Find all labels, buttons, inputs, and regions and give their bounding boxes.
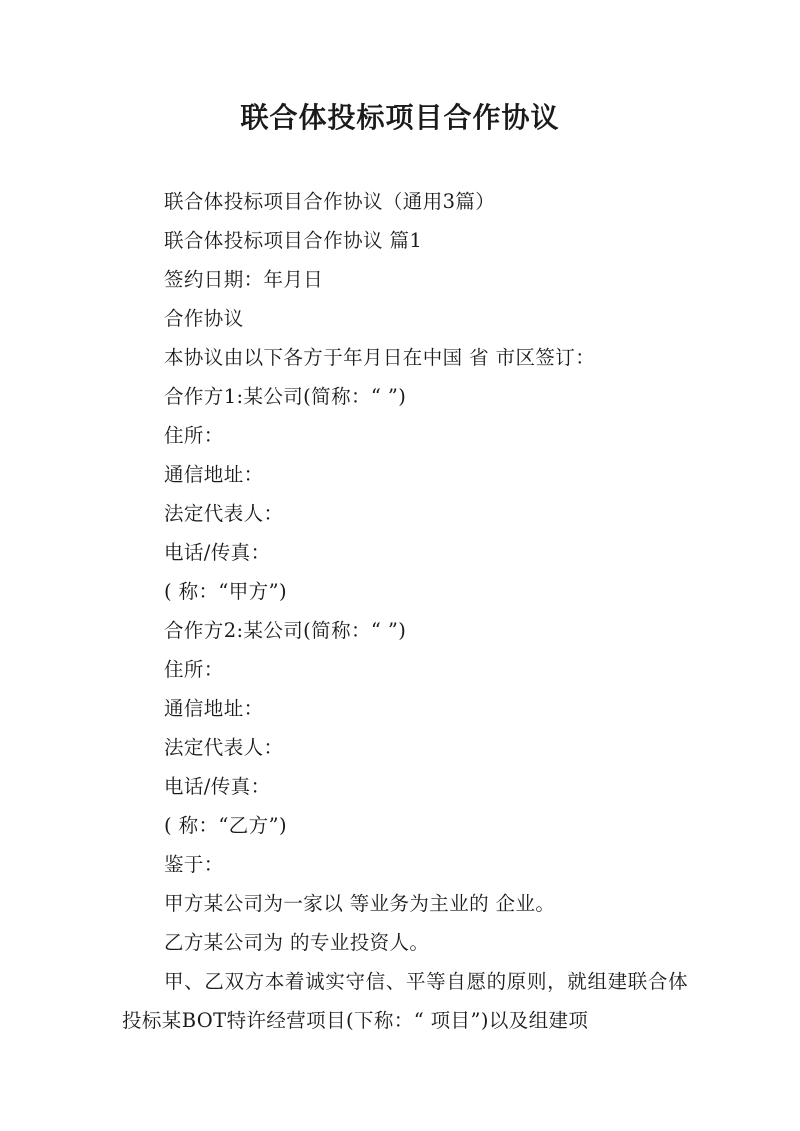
paragraph: 签约日期：年月日 <box>164 268 324 291</box>
paragraph: 电话/传真： <box>164 775 271 798</box>
paragraph: 通信地址： <box>164 463 264 486</box>
paragraph: 住所： <box>164 424 224 447</box>
paragraph: 电话/传真： <box>164 541 271 564</box>
document-body <box>122 182 688 1040</box>
paragraph: 合作方1:某公司(简称：“ ”) <box>164 385 407 408</box>
paragraph: 合作方2:某公司(简称：“ ”) <box>164 619 407 642</box>
paragraph: ( 称：“乙方”) <box>164 814 287 837</box>
paragraph: 乙方某公司为 的专业投资人。 <box>164 931 430 954</box>
paragraph: 合作协议 <box>164 307 244 330</box>
paragraph: 通信地址： <box>164 697 264 720</box>
paragraph: 甲、乙双方本着诚实守信、平等自愿的原则，就组建联合体投标某BOT特许经营项目(下称：“ 项目”)以及组建项 <box>122 970 688 1032</box>
paragraph: 甲方某公司为一家以 等业务为主业的 企业。 <box>164 892 556 915</box>
paragraph: 法定代表人： <box>164 502 284 525</box>
paragraph: ( 称：“甲方”) <box>164 580 287 603</box>
document-title: 联合体投标项目合作协议 <box>240 101 560 134</box>
paragraph: 联合体投标项目合作协议 篇1 <box>164 229 423 252</box>
paragraph: 本协议由以下各方于年月日在中国 省 市区签订： <box>164 346 596 369</box>
paragraph: 鉴于： <box>164 853 224 876</box>
paragraph: 联合体投标项目合作协议（通用3篇） <box>164 190 496 213</box>
paragraph: 法定代表人： <box>164 736 284 759</box>
paragraph: 住所： <box>164 658 224 681</box>
